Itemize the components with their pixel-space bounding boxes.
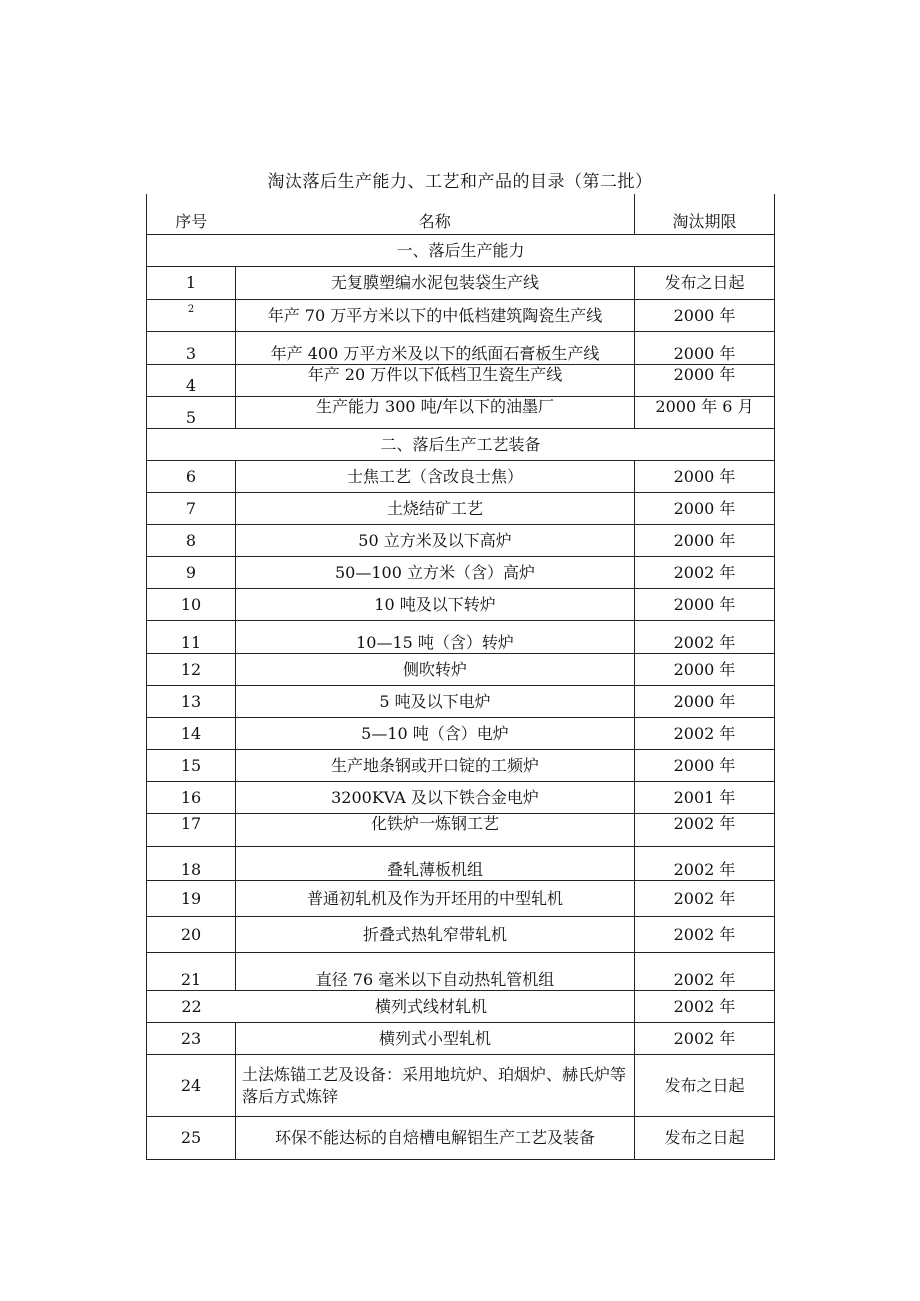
section-row: [147, 235, 775, 267]
row-name: 土烧结矿工艺: [236, 493, 635, 525]
row-name: 折叠式热轧窄带轧机: [236, 917, 635, 953]
row-no-name-merged: [147, 991, 635, 1023]
row-name: 5—10 吨（含）电炉: [236, 718, 635, 750]
row-name: 3200KVA 及以下铁合金电炉: [236, 782, 635, 814]
row-deadline: 2002 年: [635, 881, 775, 917]
table-row: [147, 991, 775, 1023]
row-name: 5 吨及以下电炉: [236, 686, 635, 718]
row-deadline: 2000 年: [635, 365, 775, 397]
row-no: 6: [147, 461, 236, 493]
row-deadline: 2002 年: [635, 718, 775, 750]
row-name: 无复膜塑编水泥包装袋生产线: [236, 267, 635, 300]
header-no: 序号: [147, 194, 236, 235]
row-deadline: 2000 年: [635, 686, 775, 718]
row-name: 横列式线材轧机: [374, 996, 487, 1016]
row-no: 4: [147, 365, 236, 397]
row-no: 1: [147, 267, 236, 300]
table-row: [147, 1117, 775, 1160]
table-row: [147, 621, 775, 654]
row-no: 14: [147, 718, 236, 750]
row-deadline: 2000 年: [635, 654, 775, 686]
row-deadline: 2002 年: [635, 847, 775, 881]
row-deadline: 2000 年: [635, 589, 775, 621]
catalog-table: [146, 194, 775, 1160]
table-row: [147, 750, 775, 782]
row-no: 21: [147, 953, 236, 991]
row-no: 10: [147, 589, 236, 621]
row-deadline: 发布之日起: [635, 1055, 775, 1117]
row-no: 19: [147, 881, 236, 917]
row-no: 20: [147, 917, 236, 953]
row-deadline: 2002 年: [635, 953, 775, 991]
row-name: 横列式小型轧机: [236, 1023, 635, 1055]
section-row: [147, 429, 775, 461]
row-no: 24: [147, 1055, 236, 1117]
table-row: [147, 525, 775, 557]
row-no: 17: [147, 814, 236, 847]
row-name: 10—15 吨（含）转炉: [236, 621, 635, 654]
row-deadline: 2002 年: [635, 1023, 775, 1055]
row-no: 23: [147, 1023, 236, 1055]
row-deadline: 2001 年: [635, 782, 775, 814]
row-no: 12: [147, 654, 236, 686]
row-name: 生产地条钢或开口锭的工频炉: [236, 750, 635, 782]
row-name: 50—100 立方米（含）高炉: [236, 557, 635, 589]
row-name: 土法炼锚工艺及设备：采用地坑炉、珀烟炉、赫氏炉等落后方式炼锌: [236, 1055, 635, 1117]
row-name: 侧吹转炉: [236, 654, 635, 686]
row-no: 8: [147, 525, 236, 557]
row-name: 生产能力 300 吨/年以下的油墨厂: [236, 397, 635, 429]
table-row: [147, 493, 775, 525]
row-no: 3: [147, 332, 236, 365]
table-row: [147, 1023, 775, 1055]
row-deadline: 2000 年: [635, 750, 775, 782]
table-row: [147, 718, 775, 750]
table-row: [147, 847, 775, 881]
table-row: [147, 397, 775, 429]
row-name: 直径 76 毫米以下自动热轧管机组: [236, 953, 635, 991]
table-header-row: [147, 194, 775, 235]
row-name: 年产 20 万件以下低档卫生瓷生产线: [236, 365, 635, 397]
table-row: [147, 557, 775, 589]
section-title: 一、落后生产能力: [147, 235, 775, 267]
row-deadline: 发布之日起: [635, 1117, 775, 1160]
table-row: [147, 782, 775, 814]
row-deadline: 2002 年: [635, 991, 775, 1023]
row-no: 16: [147, 782, 236, 814]
row-no: 25: [147, 1117, 236, 1160]
row-deadline: 2000 年: [635, 300, 775, 332]
row-name: 年产 70 万平方米以下的中低档建筑陶瓷生产线: [236, 300, 635, 332]
table-row: [147, 461, 775, 493]
row-name: 环保不能达标的自焙槽电解铝生产工艺及装备: [236, 1117, 635, 1160]
header-deadline: 淘汰期限: [635, 194, 775, 235]
row-deadline: 2000 年: [635, 493, 775, 525]
row-deadline: 2000 年: [635, 461, 775, 493]
row-deadline: 2002 年: [635, 917, 775, 953]
row-deadline: 2000 年: [635, 525, 775, 557]
table-row: [147, 881, 775, 917]
row-no: 22: [181, 996, 202, 1016]
row-no: 11: [147, 621, 236, 654]
row-no: 15: [147, 750, 236, 782]
row-name: 10 吨及以下转炉: [236, 589, 635, 621]
row-deadline: 2000 年: [635, 332, 775, 365]
row-deadline: 2002 年: [635, 621, 775, 654]
row-name: 普通初轧机及作为开坯用的中型轧机: [236, 881, 635, 917]
row-no: 9: [147, 557, 236, 589]
table-row: [147, 300, 775, 332]
section-title: 二、落后生产工艺装备: [147, 429, 775, 461]
row-deadline: 2002 年: [635, 557, 775, 589]
row-name: 化铁炉一炼钢工艺: [236, 814, 635, 847]
row-deadline: 2002 年: [635, 814, 775, 847]
table-row: [147, 332, 775, 365]
table-row: [147, 814, 775, 847]
row-name: 叠轧薄板机组: [236, 847, 635, 881]
table-row: [147, 1055, 775, 1117]
table-row: [147, 654, 775, 686]
row-name: 年产 400 万平方米及以下的纸面石膏板生产线: [236, 332, 635, 365]
row-name: 50 立方米及以下高炉: [236, 525, 635, 557]
table-row: [147, 917, 775, 953]
document-title: 淘汰落后生产能力、工艺和产品的目录（第二批）: [267, 172, 653, 192]
row-deadline: 发布之日起: [635, 267, 775, 300]
header-name: 名称: [236, 194, 635, 235]
table-row: [147, 267, 775, 300]
row-no: 13: [147, 686, 236, 718]
table-row: [147, 953, 775, 991]
row-name: 士焦工艺（含改良士焦）: [236, 461, 635, 493]
row-deadline: 2000 年 6 月: [635, 397, 775, 429]
row-no: 7: [147, 493, 236, 525]
row-no: 5: [147, 397, 236, 429]
row-no: 2: [147, 300, 236, 332]
table-row: [147, 365, 775, 397]
table-row: [147, 686, 775, 718]
table-row: [147, 589, 775, 621]
row-no: 18: [147, 847, 236, 881]
